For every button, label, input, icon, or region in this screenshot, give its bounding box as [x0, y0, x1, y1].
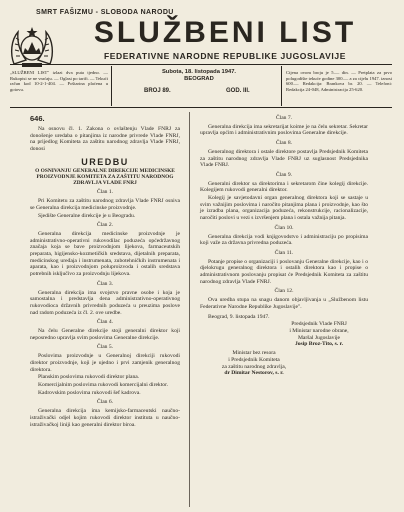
issue-year: GOD. III.	[226, 88, 250, 94]
issue-details	[114, 66, 274, 106]
column-divider	[189, 112, 190, 507]
signatory-title: Predsjednik Vlade FNRJ	[291, 321, 347, 328]
info-divider-right	[281, 66, 282, 106]
article-text: Generalna direkcija ima kemijsko-farmaceutski naučno-istraživački odjel kojim rukovodi direktor instituta u naučno-istraživačkoj liniji kao generalni direktor biroa.	[30, 408, 180, 428]
act-number: 646.	[30, 114, 45, 123]
signatory-title: za zaštitu narodnog zdravlja,	[221, 363, 287, 370]
signature-block-minister	[200, 350, 368, 377]
signatory-name: Josip Broz-Tito, s. r.	[294, 341, 344, 348]
issue-date-line: Subota, 18. listopada 1947.	[161, 69, 237, 75]
decree-heading: UREDBU	[81, 156, 129, 167]
preamble: Na osnovu čl. 1. Zakona o ovlaštenju Vlade FNRJ za donošenje uredaba o pitanjima iz narodne privrede Vlade FNRJ, na prijedlog Komiteta za zaštitu narodnog zdravlja Vlade FNRJ, donosi	[30, 126, 180, 153]
article-text: Komercijalnim poslovima rukovodi komercijalni direktor.	[38, 382, 169, 388]
article-text: Generalni direktor sa direktorima i sekretarom čine kolegij direkcije. Kolegijem rukovodi generalni direktor.	[200, 180, 368, 194]
article-text: Na čelu Generalne direkcije stoji generalni direktor koji neposredno upravlja svim poslovima Generalne direkcije.	[30, 328, 180, 341]
motto: SMRT FAŠIZMU - SLOBODA NARODU	[36, 9, 174, 16]
gazette-subtitle: FEDERATIVNE NARODNE REPUBLIKE JUGOSLAVIJE	[103, 51, 346, 61]
gazette-title: SLUŽBENI LIST	[93, 16, 357, 49]
article-heading: Član 4.	[96, 319, 114, 326]
issue-info-bar	[10, 66, 392, 106]
article-heading: Član 1.	[96, 189, 114, 196]
article-text: Planskim poslovima rukovodi direktor plana.	[38, 374, 140, 381]
issue-number: BROJ 89.	[144, 88, 171, 94]
place-date: Beograd, 9. listopada 1947.	[208, 313, 270, 320]
decree-subtitle: O OSNIVANJU GENERALNE DIREKCIJE MEDICINSKE PROIZVODNJE KOMITETA ZA ZAŠTITU NARODNOG ZDRAVLJA VLADE FNRJ	[35, 167, 175, 187]
article-text: Kolegij je savjetodavni organ generalnog direktora koji se sastaje u svim važnijim poslovima i naročito pitanjima plana i proizvodnje, kao što je izradba plana, organizacija poduzeća, rekonstrukcije, racionalizacije, naročiti poslovi u vezi s izvršenjem plana i ostala važnija pitanja.	[200, 195, 368, 222]
article-heading: Član 11.	[274, 249, 294, 256]
publication-notice: „SLUŽBENI LIST" izlazi dva puta tjedno. — Rukopisi se ne vraćaju. — Oglasi po tarifi. — Tekući račun kod 10-2-1-404. — Poštarina plaćena u gotovu.	[10, 70, 108, 92]
signatory-rank: Maršal Jugoslavije	[297, 334, 341, 341]
article-text: Pri Komitetu za zaštitu narodnog zdravlja Vlade FNRJ osniva se Generalna direkcija medicinske proizvodnje.	[30, 198, 180, 211]
signatory-title: Ministar bez resora	[232, 350, 276, 357]
left-column	[30, 112, 180, 429]
article-heading: Član 9.	[275, 171, 293, 178]
article-heading: Član 7.	[275, 115, 293, 121]
signatory-name: dr Dimitar Nestorov, s. r.	[224, 370, 284, 377]
signatory-title: i Ministar narodne obrane,	[289, 327, 349, 334]
article-heading: Član 3.	[96, 280, 114, 287]
issue-date	[144, 69, 254, 83]
article-text: Ova uredba stupa na snagu danom objavljivanja u „Službenom listu Federativne Narodne Republike Jugoslavije".	[200, 297, 368, 310]
issue-city: BEOGRAD	[184, 76, 214, 82]
header-rule-top	[10, 64, 392, 65]
signature-block-president	[200, 321, 368, 348]
article-text: Sjedište Generalne direkcije je u Beogradu.	[38, 212, 136, 219]
article-text: Kadrovskim poslovima rukovodi šef kadrova.	[38, 389, 141, 396]
article-heading: Član 5.	[96, 344, 114, 351]
article-heading: Član 12.	[274, 288, 294, 295]
article-heading: Član 6.	[96, 399, 114, 406]
signatory-title: i Predsjednik Komiteta	[228, 356, 280, 363]
article-text: Generalna direkcija vodi knjigovodstvo i administraciju po propisima koji važe za državna privredna poduzeća.	[200, 233, 368, 247]
article-text: Generalnog direktora i ostale direktore postavlja Predsjednik Komiteta za zaštitu narodnog zdravlja Vlade FNRJ uz suglasnost Predsjednika Vlade FNRJ.	[200, 148, 368, 169]
info-divider-left	[111, 66, 112, 106]
price-notice: Cijena ovom broju je 5.— din. — Pretplata za prvo polugodište tekuće godine 300.— a za cijelu 1947. iznosi 600.— Redakcija: Brankova br. 20. — Telefoni: Redakcija 24-048, Administracija 25-620.	[286, 70, 392, 92]
article-heading: Član 8.	[275, 140, 293, 147]
right-column	[200, 112, 368, 377]
article-text: Generalna direkcija medicinske proizvodnje je administrativno-operativni rukovodilac poduzeća općedržavnog značaja koja se bave proizvodnjom lijekova, farmaceutskih preparata, higijensko-kozmetičkih sredstava, dijetalnih preparata, medicinskog uređaja i instrumenata, zubotehničkih instrumenata i aparata, kao i proizvodnjom poluproizvoda i ostalih sredstava potrebnih isključivo za proizvodnju lijekova.	[30, 230, 180, 278]
article-text: Potanje propise o organizaciji i poslovanju Generalne direkcije, kao i o djelokrugu generalnog direktora i ostalih direktora kao i propise o administrativnom poslovanju propisat će Predsjednik Komiteta za zaštitu narodnog zdravlja Vlade FNRJ.	[200, 258, 368, 285]
header-rule-bottom	[10, 107, 392, 108]
article-heading: Član 10.	[274, 224, 294, 231]
article-heading: Član 2.	[96, 222, 114, 229]
article-text: Poslovima proizvodnje u Generalnoj direkciji rukovodi direktor proizvodnje, koji je ujedno i prvi zamjenik generalnog direktora.	[30, 353, 180, 373]
article-text: Generalna direkcija ima sekretarijat koime je na čelu sekretar. Sekretar upravlja općim i administrativnim poslovima Generalne direkcije.	[200, 123, 368, 137]
article-text: Generalna direkcija ima svojstvo pravne osobe i koja je samostalna i predstavlja dena administrativno-operativnog rukovodioca državnih privrednih poduzeća u preuzima poslove nad radom poduzeća iz čl. 2. ove uredbe.	[30, 289, 180, 316]
